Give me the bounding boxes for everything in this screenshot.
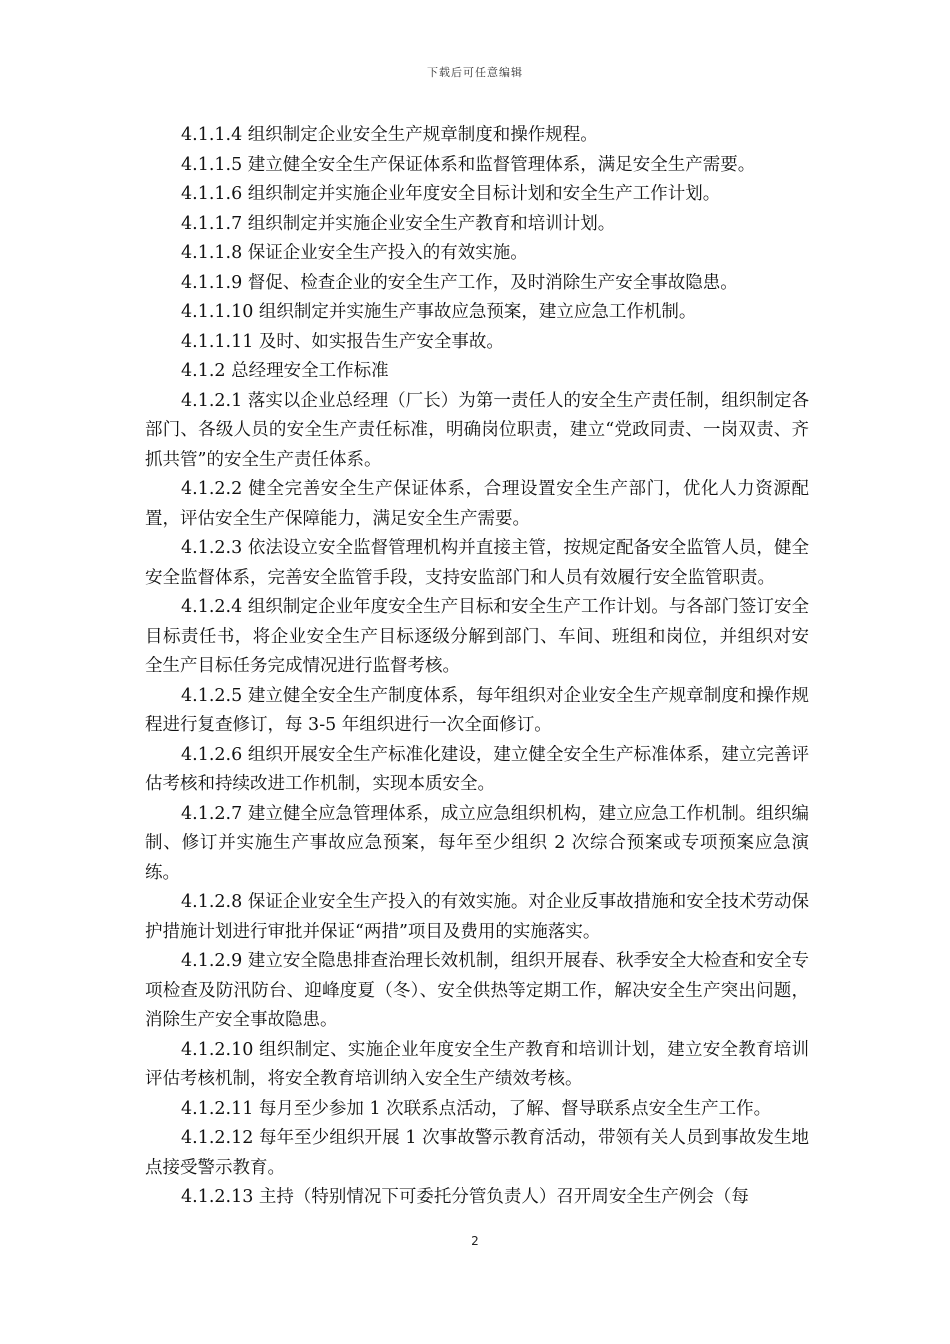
paragraph-4-1-2-3: 4.1.2.3 依法设立安全监督管理机构并直接主管，按规定配备安全监管人员，健全安全监督体系，完善安全监管手段，支持安监部门和人员有效履行安全监管职责。 [145,538,809,588]
paragraph-4-1-1-10: 4.1.1.10 组织制定并实施生产事故应急预案，建立应急工作机制。 [181,302,697,322]
section-heading-4-1-2: 4.1.2 总经理安全工作标准 [181,361,389,381]
paragraph-4-1-2-11: 4.1.2.11 每月至少参加 1 次联系点活动，了解、督导联系点安全生产工作。 [181,1098,772,1119]
paragraph-4-1-2-10: 4.1.2.10 组织制定、实施企业年度安全生产教育和培训计划，建立安全教育培训评估考核机制，将安全教育培训纳入安全生产绩效考核。 [145,1039,809,1089]
paragraph-4-1-2-6: 4.1.2.6 组织开展安全生产标准化建设，建立健全安全生产标准体系，建立完善评估考核和持续改进工作机制，实现本质安全。 [145,744,809,794]
paragraph-4-1-1-9: 4.1.1.9 督促、检查企业的安全生产工作，及时消除生产安全事故隐患。 [181,272,738,293]
paragraph-4-1-2-9: 4.1.2.9 建立安全隐患排查治理长效机制，组织开展春、秋季安全大检查和安全专项检查及防汛防台、迎峰度夏（冬）、安全供热等定期工作，解决安全生产突出问题，消除生产安全事故隐患。 [145,951,809,1030]
paragraph-4-1-2-2: 4.1.2.2 健全完善安全生产保证体系，合理设置安全生产部门，优化人力资源配置，评估安全生产保障能力，满足安全生产需要。 [145,479,809,529]
page-header: 下载后可任意编辑 [427,66,523,79]
document-body [145,121,809,1213]
page-number: 2 [471,1234,479,1248]
paragraph-4-1-2-12: 4.1.2.12 每年至少组织开展 1 次事故警示教育活动，带领有关人员到事故发生地点接受警示教育。 [145,1128,809,1178]
paragraph-4-1-2-13: 4.1.2.13 主持（特别情况下可委托分管负责人）召开周安全生产例会（每 [181,1187,749,1207]
paragraph-4-1-1-4: 4.1.1.4 组织制定企业安全生产规章制度和操作规程。 [181,125,598,145]
paragraph-4-1-1-11: 4.1.1.11 及时、如实报告生产安全事故。 [181,331,504,352]
paragraph-4-1-2-5: 4.1.2.5 建立健全安全生产制度体系，每年组织对企业安全生产规章制度和操作规程进行复查修订，每 3-5 年组织进行一次全面修订。 [145,685,809,735]
paragraph-4-1-1-5: 4.1.1.5 建立健全安全生产保证体系和监督管理体系，满足安全生产需要。 [181,154,756,175]
paragraph-4-1-1-8: 4.1.1.8 保证企业安全生产投入的有效实施。 [181,243,528,263]
paragraph-4-1-2-8: 4.1.2.8 保证企业安全生产投入的有效实施。对企业反事故措施和安全技术劳动保护措施计划进行审批并保证“两措”项目及费用的实施落实。 [145,892,809,942]
paragraph-4-1-2-1: 4.1.2.1 落实以企业总经理（厂长）为第一责任人的安全生产责任制，组织制定各部门、各级人员的安全生产责任标准，明确岗位职责，建立“党政同责、一岗双责、齐抓共管”的安全生产责任体系。 [145,390,809,470]
paragraph-4-1-2-4: 4.1.2.4 组织制定企业年度安全生产目标和安全生产工作计划。与各部门签订安全目标责任书，将企业安全生产目标逐级分解到部门、车间、班组和岗位，并组织对安全生产目标任务完成情况进行监督考核。 [145,597,809,676]
paragraph-4-1-2-7: 4.1.2.7 建立健全应急管理体系，成立应急组织机构，建立应急工作机制。组织编制、修订并实施生产事故应急预案，每年至少组织 2 次综合预案或专项预案应急演练。 [145,803,809,883]
paragraph-4-1-1-7: 4.1.1.7 组织制定并实施企业安全生产教育和培训计划。 [181,213,616,234]
paragraph-4-1-1-6: 4.1.1.6 组织制定并实施企业年度安全目标计划和安全生产工作计划。 [181,184,721,204]
